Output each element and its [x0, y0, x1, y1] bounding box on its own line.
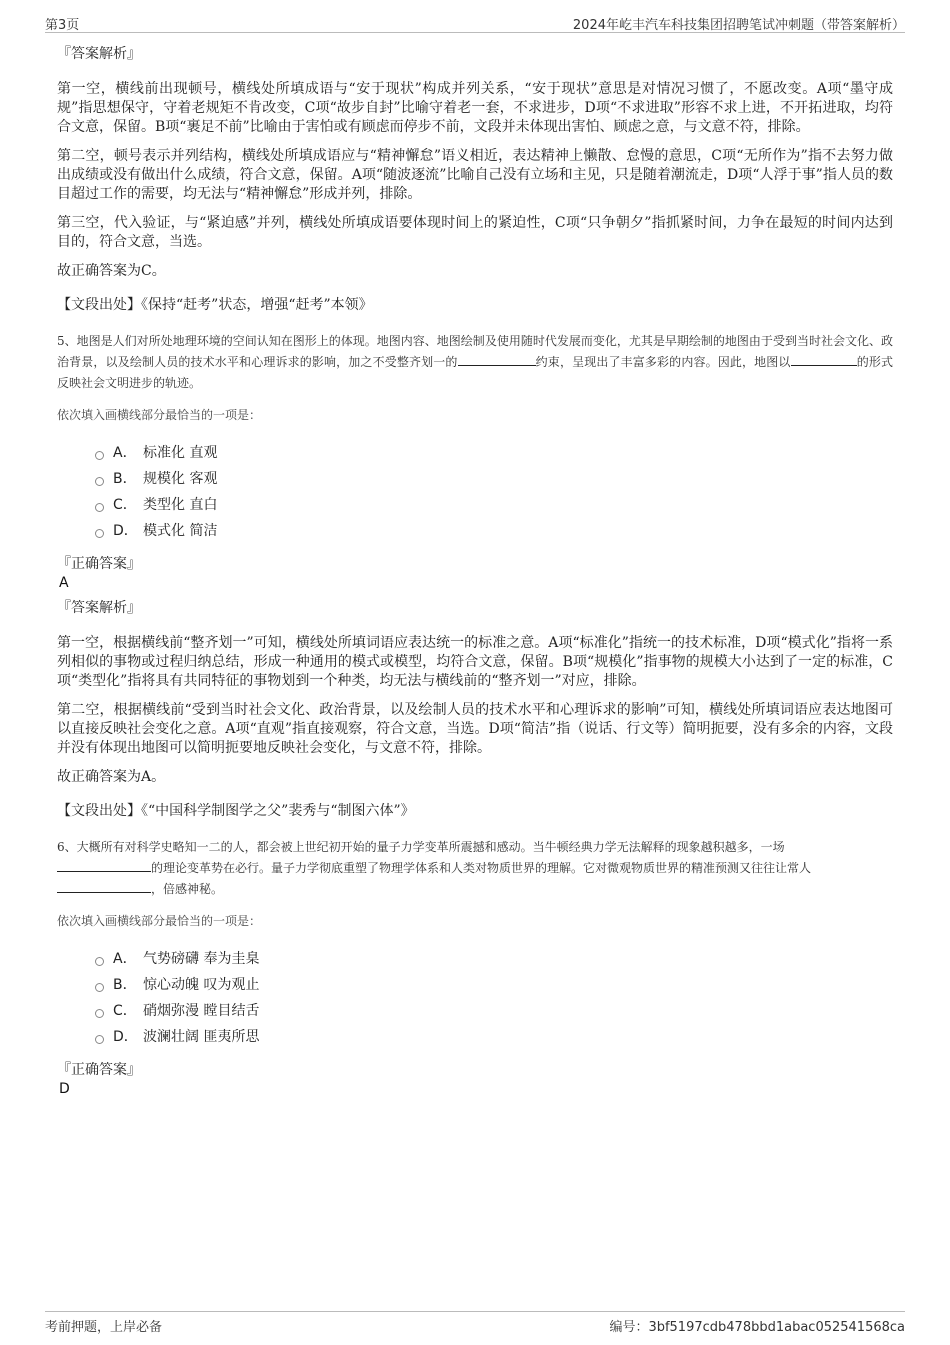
question-6-options — [95, 946, 893, 1050]
option-a[interactable]: A． 标准化 直观 — [95, 440, 893, 466]
question-6-stem: 6、大概所有对科学史略知一二的人，都会被上世纪初开始的量子力学变革所震撼和感动。当牛顿经典力学无法解释的现象越积越多，一场 的理论变革势在必行。量子力学彻底重塑了物理学体系和人类对物质世界的理解。它对微观物质世界的精准预测又往往让常人 ，倍感神秘。 — [57, 840, 812, 896]
question-5-options — [95, 440, 893, 544]
correct-answer-heading: 『正确答案』 — [57, 1062, 141, 1078]
page-content — [57, 44, 893, 1104]
question-6-prompt: 依次填入画横线部分最恰当的一项是： — [57, 914, 262, 928]
page-number: 第3页 — [45, 18, 80, 33]
option-d[interactable]: D． 模式化 简洁 — [95, 518, 893, 544]
passage-source: 【文段出处】《“中国科学制图学之父”裴秀与“制图六体”》 — [57, 803, 415, 819]
question-5-prompt: 依次填入画横线部分最恰当的一项是： — [57, 408, 262, 422]
fill-blank — [57, 880, 151, 893]
footer-slogan: 考前押题，上岸必备 — [45, 1320, 163, 1335]
option-d[interactable]: D． 波澜壮阔 匪夷所思 — [95, 1024, 893, 1050]
analysis-heading: 『答案解析』 — [57, 600, 141, 616]
analysis-paragraph: 第三空，代入验证，与“紧迫感”并列，横线处所填成语要体现时间上的紧迫性，C项“只争朝夕”指抓紧时间，力争在最短的时间内达到目的，符合文意，当选。 — [57, 215, 893, 250]
option-c[interactable]: C． 类型化 直白 — [95, 492, 893, 518]
radio-icon[interactable] — [95, 529, 104, 538]
answer-conclusion: 故正确答案为A。 — [57, 769, 166, 785]
document-code: 编号：3bf5197cdb478bbd1abac052541568ca — [609, 1320, 905, 1335]
option-c[interactable]: C． 硝烟弥漫 瞠目结舌 — [95, 998, 893, 1024]
page-header — [45, 12, 905, 33]
fill-blank — [57, 859, 151, 872]
option-b[interactable]: B． 惊心动魄 叹为观止 — [95, 972, 893, 998]
answer-conclusion: 故正确答案为C。 — [57, 263, 166, 279]
correct-answer: D — [59, 1081, 70, 1097]
radio-icon[interactable] — [95, 1035, 104, 1044]
radio-icon[interactable] — [95, 983, 104, 992]
document-title: 2024年屹丰汽车科技集团招聘笔试冲刺题（带答案解析） — [572, 18, 905, 33]
correct-answer: A — [59, 575, 69, 591]
analysis-paragraph: 第一空，横线前出现顿号，横线处所填成语与“安于现状”构成并列关系，“安于现状”意思是对情况习惯了，不愿改变。A项“墨守成规”指思想保守，守着老规矩不肯改变，C项“故步自封”比喻守着老一套，不求进步，D项“不求进取”形容不求上进，不开拓进取，均符合文意，保留。B项“裹足不前”比喻由于害怕或有顾虑而停步不前，文段并未体现出害怕、顾虑之意，与文意不符，排除。 — [57, 81, 893, 135]
passage-source: 【文段出处】《保持“赶考”状态，增强“赶考”本领》 — [57, 297, 373, 313]
analysis-paragraph: 第一空，根据横线前“整齐划一”可知，横线处所填词语应表达统一的标准之意。A项“标准化”指统一的技术标准，D项“模式化”指将一系列相似的事物或过程归纳总结，形成一种通用的模式或模型，均符合文意，保留。B项“规模化”指事物的规模大小达到了一定的标准，C项“类型化”指将具有共同特征的事物划到一个种类，均无法与横线前的“整齐划一”对应，排除。 — [57, 635, 893, 689]
correct-answer-heading: 『正确答案』 — [57, 556, 141, 572]
analysis-paragraph: 第二空，顿号表示并列结构，横线处所填成语应与“精神懈怠”语义相近，表达精神上懒散、怠慢的意思，C项“无所作为”指不去努力做出成绩或没有做出什么成绩，符合文意，保留。A项“随波逐流”比喻自己没有立场和主见，只是随着潮流走，D项“人浮于事”指人员的数目超过工作的需要，均无法与“精神懈怠”形成并列，排除。 — [57, 148, 893, 202]
radio-icon[interactable] — [95, 503, 104, 512]
analysis-heading: 『答案解析』 — [57, 46, 141, 62]
analysis-paragraph: 第二空，根据横线前“受到当时社会文化、政治背景，以及绘制人员的技术水平和心理诉求的影响”可知，横线处所填词语应表达地图可以直接反映社会变化之意。A项“直观”指直接观察，符合文意，当选。D项“简洁”指（说话、行文等）简明扼要，没有多余的内容，文段并没有体现出地图可以简明扼要地反映社会变化，与文意不符，排除。 — [57, 702, 893, 756]
radio-icon[interactable] — [95, 477, 104, 486]
fill-blank — [791, 353, 857, 366]
radio-icon[interactable] — [95, 1009, 104, 1018]
radio-icon[interactable] — [95, 957, 104, 966]
radio-icon[interactable] — [95, 451, 104, 460]
fill-blank — [458, 353, 536, 366]
option-b[interactable]: B． 规模化 客观 — [95, 466, 893, 492]
question-5-stem: 5、地图是人们对所处地理环境的空间认知在图形上的体现。地图内容、地图绘制及使用随时代发展而变化，尤其是早期绘制的地图由于受到当时社会文化、政治背景，以及绘制人员的技术水平和心理诉求的影响，加之不受整齐划一的 约束，呈现出了丰富多彩的内容。因此，地图以 的形式反映社会文明进步的轨迹。 — [57, 334, 893, 390]
option-a[interactable]: A． 气势磅礴 奉为圭臬 — [95, 946, 893, 972]
page-footer — [45, 1311, 905, 1336]
